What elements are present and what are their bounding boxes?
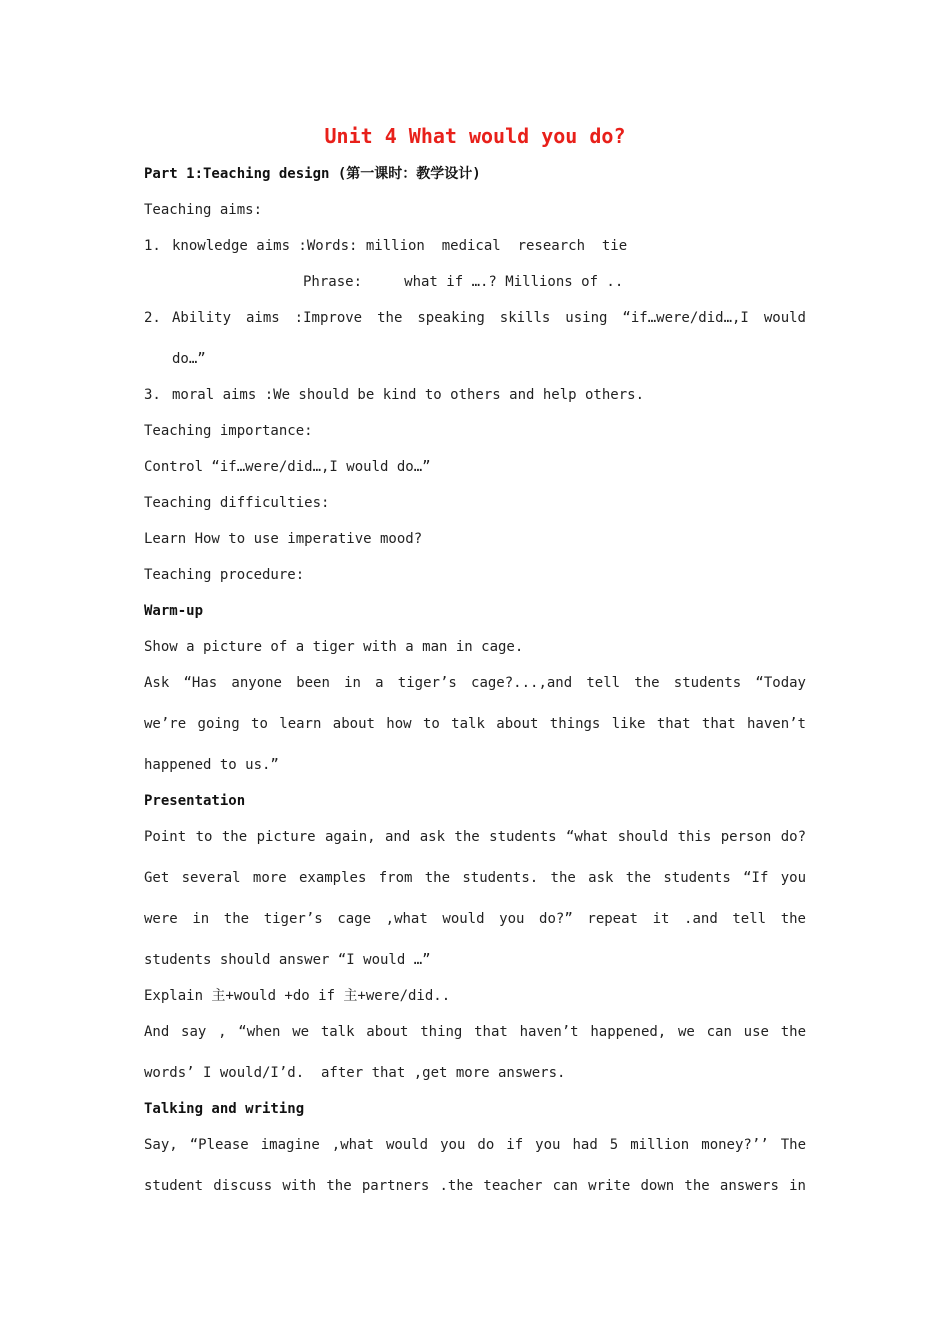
document-title: Unit 4 What would you do? [324,124,626,148]
importance-text: Control “if…were/did…,I would do…” [144,459,431,475]
aim1-text: knowledge aims :Words: million medical research tie [172,238,628,254]
aim2-continuation: do…” [172,351,206,367]
aim2-number: 2. [144,310,161,326]
and-say-line-1: And say , “when we talk about thing that haven’t happened, we can use the [144,1024,806,1040]
warmup-paragraph-1: Show a picture of a tiger with a man in cage. [144,639,524,655]
aim3-number: 3. [144,387,161,403]
aim3-text: moral aims :We should be kind to others and help others. [172,387,645,403]
warmup-heading: Warm-up [144,603,204,619]
presentation-line-1: Point to the picture again, and ask the students “what should this person do? [144,829,806,845]
presentation-line-3: were in the tiger’s cage ,what would you do?” repeat it .and tell the [144,911,806,927]
aim2-text: Ability aims :Improve the speaking skills using “if…were/did…,I would [172,310,806,326]
procedure-label: Teaching procedure: [144,567,305,583]
importance-label: Teaching importance: [144,423,313,439]
talking-line-1: Say, “Please imagine ,what would you do if you had 5 million money?’’ The [144,1137,806,1153]
talking-line-2: student discuss with the partners .the teacher can write down the answers in [144,1178,806,1194]
aim1-number: 1. [144,238,161,254]
explain-line: Explain 主+would +do if 主+were/did.. [144,988,451,1004]
difficulties-text: Learn How to use imperative mood? [144,531,423,547]
presentation-line-4: students should answer “I would …” [144,952,431,968]
talking-writing-heading: Talking and writing [144,1101,305,1117]
and-say-line-2: words’ I would/I’d. after that ,get more answers. [144,1065,566,1081]
warmup-paragraph-2-line-1: Ask “Has anyone been in a tiger’s cage?...,and tell the students “Today [144,675,806,691]
warmup-paragraph-2-line-3: happened to us.” [144,757,279,773]
teaching-aims-label: Teaching aims: [144,202,263,218]
presentation-line-2: Get several more examples from the students. the ask the students “If you [144,870,806,886]
difficulties-label: Teaching difficulties: [144,495,330,511]
warmup-paragraph-2-line-2: we’re going to learn about how to talk about things like that that haven’t [144,716,806,732]
aim1-phrase: Phrase: what if ….? Millions of .. [303,274,624,290]
part-heading: Part 1:Teaching design (第一课时：教学设计) [144,166,481,182]
presentation-heading: Presentation [144,793,246,809]
